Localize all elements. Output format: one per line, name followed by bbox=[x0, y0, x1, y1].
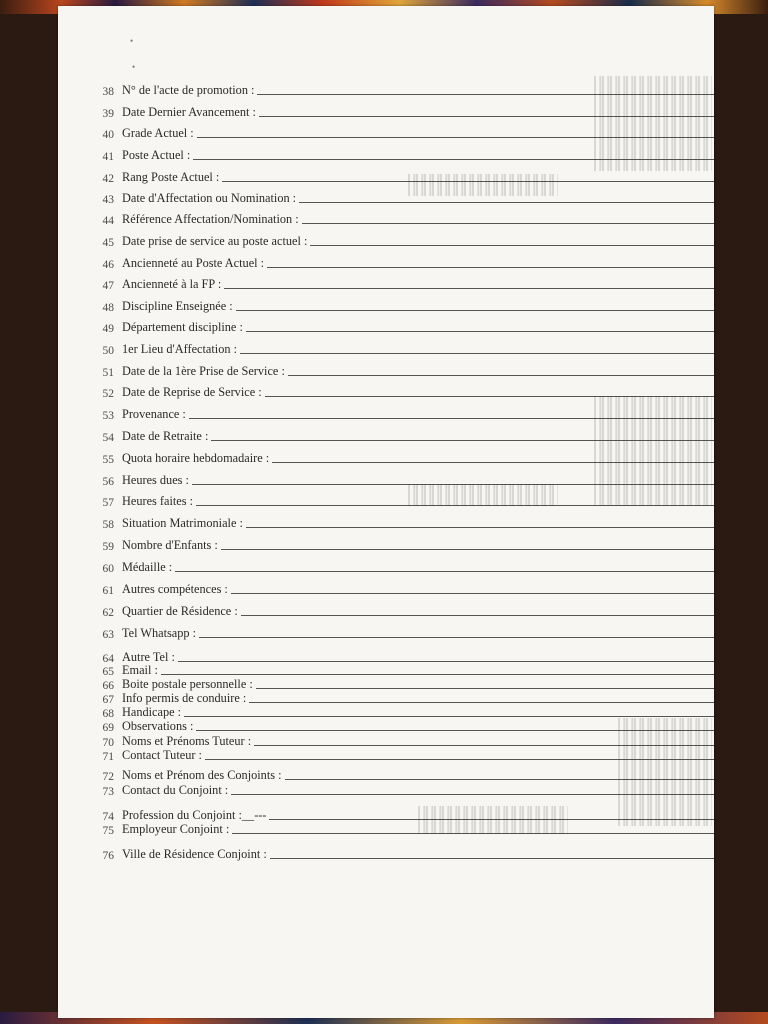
field-number: 52 bbox=[102, 388, 114, 400]
field-fill-line[interactable] bbox=[257, 93, 714, 95]
field-fill-line[interactable] bbox=[196, 729, 714, 731]
field-label: Info permis de conduire : bbox=[122, 691, 247, 705]
field-number: 63 bbox=[102, 629, 114, 641]
field-number: 56 bbox=[102, 476, 114, 488]
form-field-row bbox=[58, 82, 714, 98]
field-fill-line[interactable] bbox=[254, 744, 714, 746]
field-number: 65 bbox=[102, 666, 114, 678]
form-field-row bbox=[58, 603, 714, 619]
field-label: Observations : bbox=[122, 719, 194, 733]
field-label: Situation Matrimoniale : bbox=[122, 516, 243, 530]
field-label: Discipline Enseignée : bbox=[122, 299, 233, 313]
field-label: Noms et Prénom des Conjoints : bbox=[122, 768, 282, 782]
field-number: 61 bbox=[102, 585, 114, 597]
field-fill-line[interactable] bbox=[246, 330, 714, 332]
field-number: 60 bbox=[102, 563, 114, 575]
form-field-row bbox=[58, 406, 714, 422]
field-number: 62 bbox=[102, 607, 114, 619]
form-field-row bbox=[58, 298, 714, 314]
form-field-row bbox=[58, 747, 714, 763]
field-fill-line[interactable] bbox=[197, 136, 714, 138]
field-label: Département discipline : bbox=[122, 320, 243, 334]
field-fill-line[interactable] bbox=[193, 158, 714, 160]
form-field-row bbox=[58, 363, 714, 379]
field-fill-line[interactable] bbox=[285, 778, 714, 780]
field-fill-line[interactable] bbox=[259, 115, 714, 117]
field-label: Ancienneté au Poste Actuel : bbox=[122, 256, 265, 270]
field-fill-line[interactable] bbox=[272, 461, 714, 463]
field-fill-line[interactable] bbox=[224, 287, 714, 289]
form-field-row bbox=[58, 559, 714, 575]
field-label: Rang Poste Actuel : bbox=[122, 170, 220, 184]
form-page bbox=[58, 6, 714, 1018]
form-field-row bbox=[58, 472, 714, 488]
field-number: 42 bbox=[102, 173, 114, 185]
field-number: 74 bbox=[102, 811, 114, 823]
field-number: 58 bbox=[102, 519, 114, 531]
field-label: Date prise de service au poste actuel : bbox=[122, 234, 308, 248]
form-field-row bbox=[58, 169, 714, 185]
field-fill-line[interactable] bbox=[299, 201, 714, 203]
form-field-row bbox=[58, 104, 714, 120]
field-label: Date de Retraite : bbox=[122, 429, 209, 443]
field-number: 46 bbox=[102, 259, 114, 271]
field-fill-line[interactable] bbox=[246, 526, 714, 528]
field-label: Tel Whatsapp : bbox=[122, 626, 197, 640]
field-number: 66 bbox=[102, 680, 114, 692]
field-number: 44 bbox=[102, 215, 114, 227]
field-number: 59 bbox=[102, 541, 114, 553]
form-field-row bbox=[58, 341, 714, 357]
form-field-row bbox=[58, 537, 714, 553]
field-fill-line[interactable] bbox=[161, 673, 714, 675]
field-number: 75 bbox=[102, 825, 114, 837]
field-fill-line[interactable] bbox=[196, 504, 714, 506]
field-fill-line[interactable] bbox=[175, 570, 714, 572]
form-field-row bbox=[58, 319, 714, 335]
field-fill-line[interactable] bbox=[232, 832, 714, 834]
form-field-row bbox=[58, 767, 714, 783]
field-label: Boite postale personnelle : bbox=[122, 677, 253, 691]
field-label: Médaille : bbox=[122, 560, 173, 574]
field-label: Quartier de Résidence : bbox=[122, 604, 238, 618]
field-label: Poste Actuel : bbox=[122, 148, 191, 162]
field-label: Ville de Résidence Conjoint : bbox=[122, 847, 267, 861]
field-number: 48 bbox=[102, 302, 114, 314]
field-fill-line[interactable] bbox=[205, 758, 714, 760]
field-label: Date de la 1ère Prise de Service : bbox=[122, 364, 285, 378]
field-fill-line[interactable] bbox=[240, 352, 714, 354]
field-number: 41 bbox=[102, 151, 114, 163]
field-label: 1er Lieu d'Affectation : bbox=[122, 342, 238, 356]
form-field-row bbox=[58, 515, 714, 531]
field-fill-line[interactable] bbox=[249, 701, 714, 703]
field-label: Ancienneté à la FP : bbox=[122, 277, 222, 291]
form-field-row bbox=[58, 846, 714, 862]
field-number: 50 bbox=[102, 345, 114, 357]
field-number: 49 bbox=[102, 323, 114, 335]
field-fill-line[interactable] bbox=[231, 793, 714, 795]
form-field-row bbox=[58, 125, 714, 141]
field-number: 51 bbox=[102, 367, 114, 379]
field-label: Heures faites : bbox=[122, 494, 194, 508]
field-label: Profession du Conjoint :__--- bbox=[122, 808, 267, 822]
field-label: Heures dues : bbox=[122, 473, 189, 487]
form-field-row bbox=[58, 718, 714, 734]
field-number: 64 bbox=[102, 653, 114, 665]
form-field-row bbox=[58, 428, 714, 444]
field-label: Provenance : bbox=[122, 407, 186, 421]
form-field-row bbox=[58, 147, 714, 163]
form-field-row bbox=[58, 233, 714, 249]
field-fill-line[interactable] bbox=[270, 857, 714, 859]
field-fill-line[interactable] bbox=[189, 417, 714, 419]
field-number: 47 bbox=[102, 280, 114, 292]
field-label: Autre Tel : bbox=[122, 650, 175, 664]
field-number: 68 bbox=[102, 708, 114, 720]
field-label: Nombre d'Enfants : bbox=[122, 538, 218, 552]
field-label: Contact du Conjoint : bbox=[122, 783, 229, 797]
field-number: 71 bbox=[102, 751, 114, 763]
field-number: 45 bbox=[102, 237, 114, 249]
field-fill-line[interactable] bbox=[231, 592, 714, 594]
form-field-row bbox=[58, 384, 714, 400]
field-fill-line[interactable] bbox=[269, 818, 714, 820]
field-fill-line[interactable] bbox=[267, 266, 714, 268]
field-fill-line[interactable] bbox=[310, 244, 714, 246]
field-number: 76 bbox=[102, 850, 114, 862]
form-field-row bbox=[58, 276, 714, 292]
field-fill-line[interactable] bbox=[192, 483, 714, 485]
field-number: 43 bbox=[102, 194, 114, 206]
field-number: 73 bbox=[102, 786, 114, 798]
form-field-row bbox=[58, 581, 714, 597]
form-field-row bbox=[58, 211, 714, 227]
form-field-row bbox=[58, 255, 714, 271]
field-fill-line[interactable] bbox=[236, 309, 714, 311]
field-number: 70 bbox=[102, 737, 114, 749]
form-field-row bbox=[58, 782, 714, 798]
form-field-row bbox=[58, 190, 714, 206]
field-number: 57 bbox=[102, 497, 114, 509]
field-fill-line[interactable] bbox=[265, 395, 714, 397]
field-label: Grade Actuel : bbox=[122, 126, 194, 140]
field-label: Autres compétences : bbox=[122, 582, 228, 596]
field-label: Noms et Prénoms Tuteur : bbox=[122, 734, 252, 748]
field-number: 54 bbox=[102, 432, 114, 444]
field-label: Contact Tuteur : bbox=[122, 748, 202, 762]
field-number: 39 bbox=[102, 108, 114, 120]
form-field-row bbox=[58, 450, 714, 466]
field-number: 72 bbox=[102, 771, 114, 783]
form-field-row bbox=[58, 625, 714, 641]
field-fill-line[interactable] bbox=[302, 222, 714, 224]
form-field-row bbox=[58, 821, 714, 837]
field-number: 55 bbox=[102, 454, 114, 466]
field-fill-line[interactable] bbox=[241, 614, 714, 616]
field-fill-line[interactable] bbox=[256, 687, 714, 689]
field-label: Date d'Affectation ou Nomination : bbox=[122, 191, 297, 205]
field-label: Quota horaire hebdomadaire : bbox=[122, 451, 270, 465]
field-number: 40 bbox=[102, 129, 114, 141]
field-number: 38 bbox=[102, 86, 114, 98]
field-label: Référence Affectation/Nomination : bbox=[122, 212, 299, 226]
field-number: 53 bbox=[102, 410, 114, 422]
field-fill-line[interactable] bbox=[211, 439, 714, 441]
field-label: N° de l'acte de promotion : bbox=[122, 83, 255, 97]
field-label: Date Dernier Avancement : bbox=[122, 105, 256, 119]
field-fill-line[interactable] bbox=[222, 180, 714, 182]
field-label: Handicape : bbox=[122, 705, 182, 719]
field-number: 69 bbox=[102, 722, 114, 734]
field-number: 67 bbox=[102, 694, 114, 706]
field-label: Employeur Conjoint : bbox=[122, 822, 230, 836]
field-label: Date de Reprise de Service : bbox=[122, 385, 262, 399]
field-fill-line[interactable] bbox=[221, 548, 714, 550]
field-label: Email : bbox=[122, 663, 158, 677]
form-field-row bbox=[58, 493, 714, 509]
field-fill-line[interactable] bbox=[184, 715, 714, 717]
paper-speck: • bbox=[132, 62, 136, 72]
field-fill-line[interactable] bbox=[288, 374, 714, 376]
field-fill-line[interactable] bbox=[199, 636, 714, 638]
paper-speck: • bbox=[130, 36, 134, 46]
